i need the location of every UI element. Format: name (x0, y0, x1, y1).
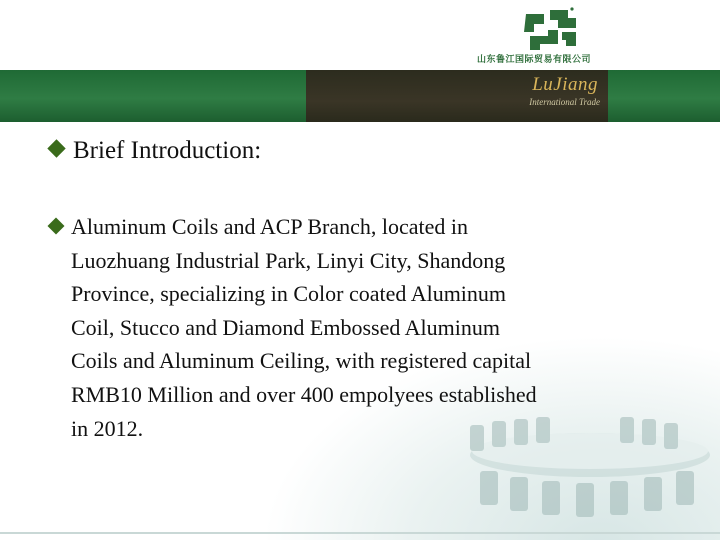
brand-tagline: International Trade (529, 97, 600, 107)
company-chinese-name: 山东鲁江国际贸易有限公司 (476, 55, 591, 65)
introduction-paragraph (50, 210, 690, 445)
body-line: in 2012. (71, 415, 144, 441)
body-line: Luozhuang Industrial Park, Linyi City, Shandong (71, 247, 506, 273)
body-line: RMB10 Million and over 400 empolyees established (71, 381, 537, 407)
brand-name: LuJiang (532, 74, 598, 95)
diamond-bullet-icon (48, 218, 65, 235)
footer-divider (0, 532, 720, 534)
diamond-bullet-icon (47, 139, 65, 157)
company-logo (440, 0, 630, 70)
body-line: Province, specializing in Color coated Aluminum (71, 281, 507, 307)
body-line: Coils and Aluminum Ceiling, with registered capital (71, 348, 532, 374)
slide-heading (50, 137, 261, 165)
body-text: Aluminum Coils and ACP Branch, located in (71, 214, 468, 239)
lujiang-logo-icon (520, 6, 580, 52)
brand-box (306, 70, 608, 122)
body-line (50, 210, 690, 244)
heading-text: Brief Introduction: (73, 137, 262, 164)
body-line: Coil, Stucco and Diamond Embossed Aluminum (71, 314, 500, 340)
